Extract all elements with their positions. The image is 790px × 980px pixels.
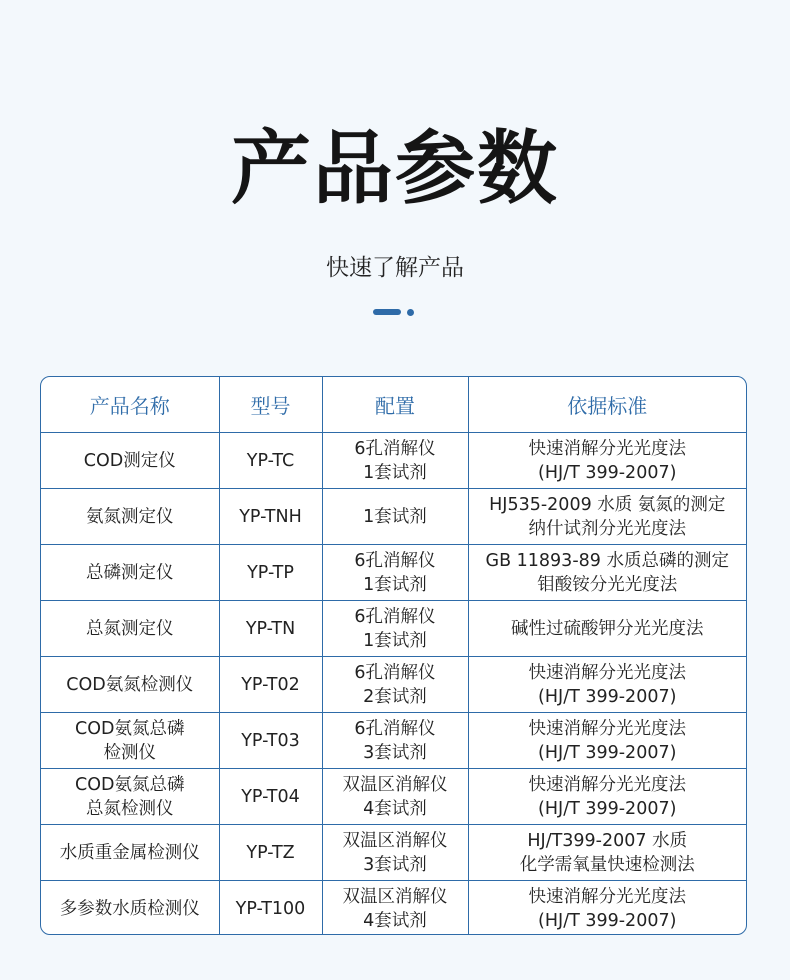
cell-product-name — [41, 825, 219, 881]
table-row — [41, 881, 746, 936]
cell-configuration-line: 1套试剂 — [363, 462, 427, 483]
cell-product-name — [41, 601, 219, 657]
table-row — [41, 601, 746, 657]
cell-model: YP-TZ — [219, 825, 322, 881]
cell-configuration-line: 6孔消解仪 — [354, 438, 436, 459]
cell-configuration — [322, 657, 468, 713]
cell-product-name-line: 总氮检测仪 — [86, 798, 174, 819]
cell-configuration-line: 6孔消解仪 — [354, 662, 436, 683]
cell-standard-line: 化学需氧量快速检测法 — [519, 854, 695, 875]
cell-configuration-line: 3套试剂 — [363, 742, 427, 763]
table-row — [41, 769, 746, 825]
cell-model: YP-T100 — [219, 881, 322, 936]
spec-table — [41, 377, 746, 935]
accent-divider — [373, 309, 415, 315]
cell-standard-line: 钼酸铵分光光度法 — [537, 574, 678, 595]
accent-bar — [373, 309, 401, 315]
cell-product-name — [41, 713, 219, 769]
cell-product-name — [41, 433, 219, 489]
cell-model: YP-TC — [219, 433, 322, 489]
cell-model: YP-T02 — [219, 657, 322, 713]
table-row — [41, 545, 746, 601]
cell-product-name-line: 总磷测定仪 — [86, 562, 174, 583]
cell-standard-line: HJ535-2009 水质 氨氮的测定 — [489, 494, 726, 515]
cell-model: YP-T03 — [219, 713, 322, 769]
cell-product-name-line: COD测定仪 — [83, 450, 176, 471]
cell-model: YP-TNH — [219, 489, 322, 545]
cell-standard-line: (HJ/T 399-2007) — [538, 686, 677, 707]
table-body — [41, 433, 746, 936]
cell-configuration-line: 6孔消解仪 — [354, 550, 436, 571]
cell-configuration-line: 1套试剂 — [363, 630, 427, 651]
cell-standard — [468, 769, 746, 825]
page-title: 产品参数 — [231, 121, 559, 215]
cell-configuration — [322, 769, 468, 825]
cell-configuration-line: 双温区消解仪 — [342, 830, 448, 851]
cell-product-name-line: COD氨氮检测仪 — [66, 674, 194, 695]
cell-configuration-line: 双温区消解仪 — [342, 774, 448, 795]
cell-product-name-line: COD氨氮总磷 — [75, 718, 185, 739]
cell-configuration — [322, 713, 468, 769]
cell-standard — [468, 489, 746, 545]
table-row — [41, 657, 746, 713]
cell-product-name — [41, 489, 219, 545]
cell-standard-line: GB 11893-89 水质总磷的测定 — [485, 550, 729, 571]
accent-dot — [407, 309, 414, 316]
cell-standard — [468, 825, 746, 881]
cell-product-name — [41, 881, 219, 936]
cell-standard-line: 快速消解分光光度法 — [528, 438, 686, 459]
cell-configuration-line: 3套试剂 — [363, 854, 427, 875]
header-configuration: 配置 — [322, 377, 468, 433]
cell-standard-line: (HJ/T 399-2007) — [538, 910, 677, 931]
page-subtitle: 快速了解产品 — [326, 255, 464, 281]
cell-standard-line: (HJ/T 399-2007) — [538, 742, 677, 763]
header-product-name: 产品名称 — [41, 377, 219, 433]
cell-configuration — [322, 433, 468, 489]
cell-standard — [468, 881, 746, 936]
cell-model: YP-TN — [219, 601, 322, 657]
cell-configuration — [322, 545, 468, 601]
cell-configuration — [322, 489, 468, 545]
cell-product-name — [41, 545, 219, 601]
product-spec-table — [40, 376, 747, 935]
cell-model: YP-T04 — [219, 769, 322, 825]
table-row — [41, 433, 746, 489]
cell-product-name-line: 氨氮测定仪 — [86, 506, 174, 527]
cell-configuration-line: 1套试剂 — [363, 574, 427, 595]
table-row — [41, 825, 746, 881]
cell-product-name-line: 水质重金属检测仪 — [59, 842, 200, 863]
cell-product-name-line: 总氮测定仪 — [86, 618, 174, 639]
cell-configuration — [322, 825, 468, 881]
table-row — [41, 713, 746, 769]
cell-product-name — [41, 769, 219, 825]
cell-configuration-line: 4套试剂 — [363, 798, 427, 819]
cell-configuration — [322, 601, 468, 657]
cell-configuration-line: 双温区消解仪 — [342, 886, 448, 907]
cell-configuration-line: 1套试剂 — [363, 506, 427, 527]
cell-model: YP-TP — [219, 545, 322, 601]
cell-product-name-line: COD氨氮总磷 — [75, 774, 185, 795]
cell-configuration-line: 4套试剂 — [363, 910, 427, 931]
cell-standard-line: (HJ/T 399-2007) — [538, 798, 677, 819]
cell-standard-line: HJ/T399-2007 水质 — [527, 830, 688, 851]
cell-configuration-line: 6孔消解仪 — [354, 718, 436, 739]
cell-configuration — [322, 881, 468, 936]
cell-standard-line: 碱性过硫酸钾分光光度法 — [511, 618, 704, 639]
header-standard: 依据标准 — [468, 377, 746, 433]
cell-standard-line: 纳什试剂分光光度法 — [528, 518, 686, 539]
cell-standard-line: 快速消解分光光度法 — [528, 718, 686, 739]
table-header-row — [41, 377, 746, 433]
cell-standard — [468, 601, 746, 657]
cell-standard — [468, 545, 746, 601]
cell-standard-line: 快速消解分光光度法 — [528, 662, 686, 683]
cell-standard-line: (HJ/T 399-2007) — [538, 462, 677, 483]
cell-product-name-line: 检测仪 — [103, 742, 156, 763]
cell-standard-line: 快速消解分光光度法 — [528, 774, 686, 795]
cell-standard — [468, 433, 746, 489]
cell-configuration-line: 6孔消解仪 — [354, 606, 436, 627]
cell-product-name — [41, 657, 219, 713]
cell-standard — [468, 657, 746, 713]
table-row — [41, 489, 746, 545]
cell-configuration-line: 2套试剂 — [363, 686, 427, 707]
cell-standard-line: 快速消解分光光度法 — [528, 886, 686, 907]
header-model: 型号 — [219, 377, 322, 433]
cell-standard — [468, 713, 746, 769]
cell-product-name-line: 多参数水质检测仪 — [59, 898, 200, 919]
